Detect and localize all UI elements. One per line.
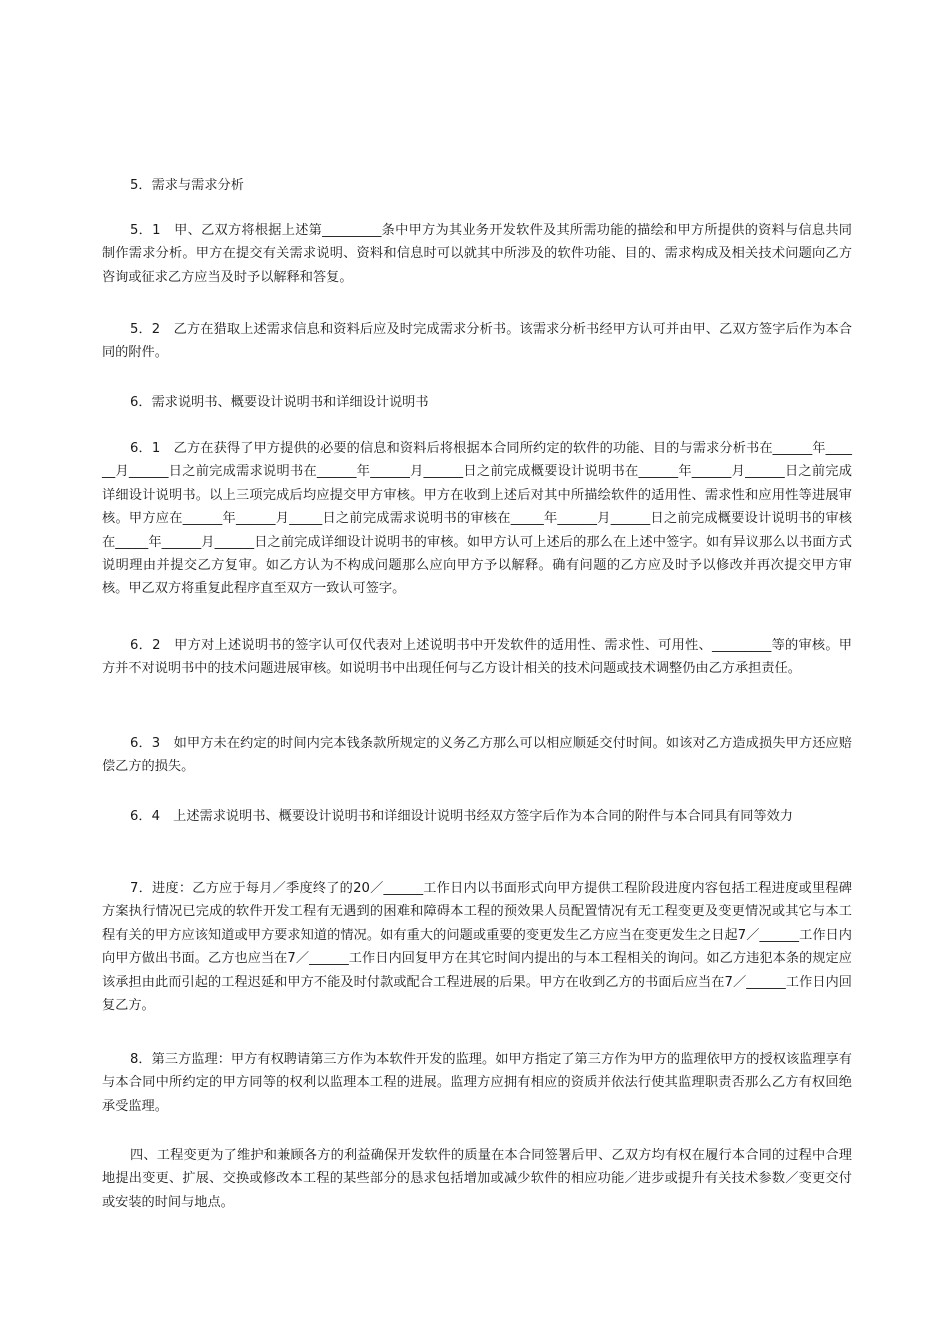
section-6-heading: 6．需求说明书、概要设计说明书和详细设计说明书: [130, 395, 429, 410]
clause-6-1: 6．1 乙方在获得了甲方提供的必要的信息和资料后将根据本合同所约定的软件的功能、目的与需求分析书在______年______月______日之前完成需求说明书在______年______月______日之前完成概要设计说明书在______年______月______日之前完成详细设计说明书。以上三项完成后均应提交甲方审核。甲方在收到上述后对其中所描绘软件的适用性、需求性和应用性等进展审核。甲方应在______年______月_____日之前完成需求说明书的审核在_____年______月______日之前完成概要设计说明书的审核在_____年______月______日之前完成详细设计说明书的审核。如甲方认可上述后的那么在上述中签字。如有异议那么以书面方式说明理由并提交乙方复审。如乙方认为不构成问题那么应向甲方予以解释。确有问题的乙方应及时予以修改并再次提交甲方审核。甲乙双方将重复此程序直至双方一致认可签字。: [102, 441, 852, 597]
clause-6-4: 6．4 上述需求说明书、概要设计说明书和详细设计说明书经双方签字后作为本合同的附件与本合同具有同等效力: [130, 809, 793, 824]
section-5-heading: 5．需求与需求分析: [130, 178, 244, 193]
clause-6-2: 6．2 甲方对上述说明书的签字认可仅代表对上述说明书中开发软件的适用性、需求性、可用性、_________等的审核。甲方并不对说明书中的技术问题进展审核。如说明书中出现任何与乙方设计相关的技术问题或技术调整仍由乙方承担责任。: [102, 638, 852, 677]
section-4-change: 四、工程变更为了维护和兼顾各方的利益确保开发软件的质量在本合同签署后甲、乙双方均有权在履行本合同的过程中合理地提出变更、扩展、交换或修改本工程的某些部分的恳求包括增加或减少软件的相应功能／进步或提升有关技术参数／变更交付或安装的时间与地点。: [102, 1148, 852, 1210]
section-8-supervision: 8．第三方监理：甲方有权聘请第三方作为本软件开发的监理。如甲方指定了第三方作为甲方的监理依甲方的授权该监理享有与本合同中所约定的甲方同等的权利以监理本工程的进展。监理方应拥有相应的资质并依法行使其监理职责否那么乙方有权回绝承受监理。: [102, 1052, 852, 1114]
clause-5-2: 5．2 乙方在猎取上述需求信息和资料后应及时完成需求分析书。该需求分析书经甲方认可并由甲、乙双方签字后作为本合同的附件。: [102, 322, 852, 361]
section-7-progress: 7．进度：乙方应于每月／季度终了的20／______工作日内以书面形式向甲方提供工程阶段进度内容包括工程进度或里程碑方案执行情况已完成的软件开发工程有无遇到的困难和障碍本工程的预效果人员配置情况有无工程变更及变更情况或其它与本工程有关的甲方应该知道或甲方要求知道的情况。如有重大的问题或重要的变更发生乙方应当在变更发生之日起7／______工作日内向甲方做出书面。乙方也应当在7／______工作日内回复甲方在其它时间内提出的与本工程相关的询问。如乙方违犯本条的规定应该承担由此而引起的工程迟延和甲方不能及时付款或配合工程进展的后果。甲方在收到乙方的书面后应当在7／______工作日内回复乙方。: [102, 881, 852, 1014]
clause-6-3: 6．3 如甲方未在约定的时间内完本钱条款所规定的义务乙方那么可以相应顺延交付时间。如该对乙方造成损失甲方还应赔偿乙方的损失。: [102, 736, 852, 775]
clause-5-1: 5．1 甲、乙双方将根据上述第_________条中甲方为其业务开发软件及其所需功能的描绘和甲方所提供的资料与信息共同制作需求分析。甲方在提交有关需求说明、资料和信息时可以就其中所涉及的软件功能、目的、需求构成及相关技术问题向乙方咨询或征求乙方应当及时予以解释和答复。: [102, 223, 852, 285]
